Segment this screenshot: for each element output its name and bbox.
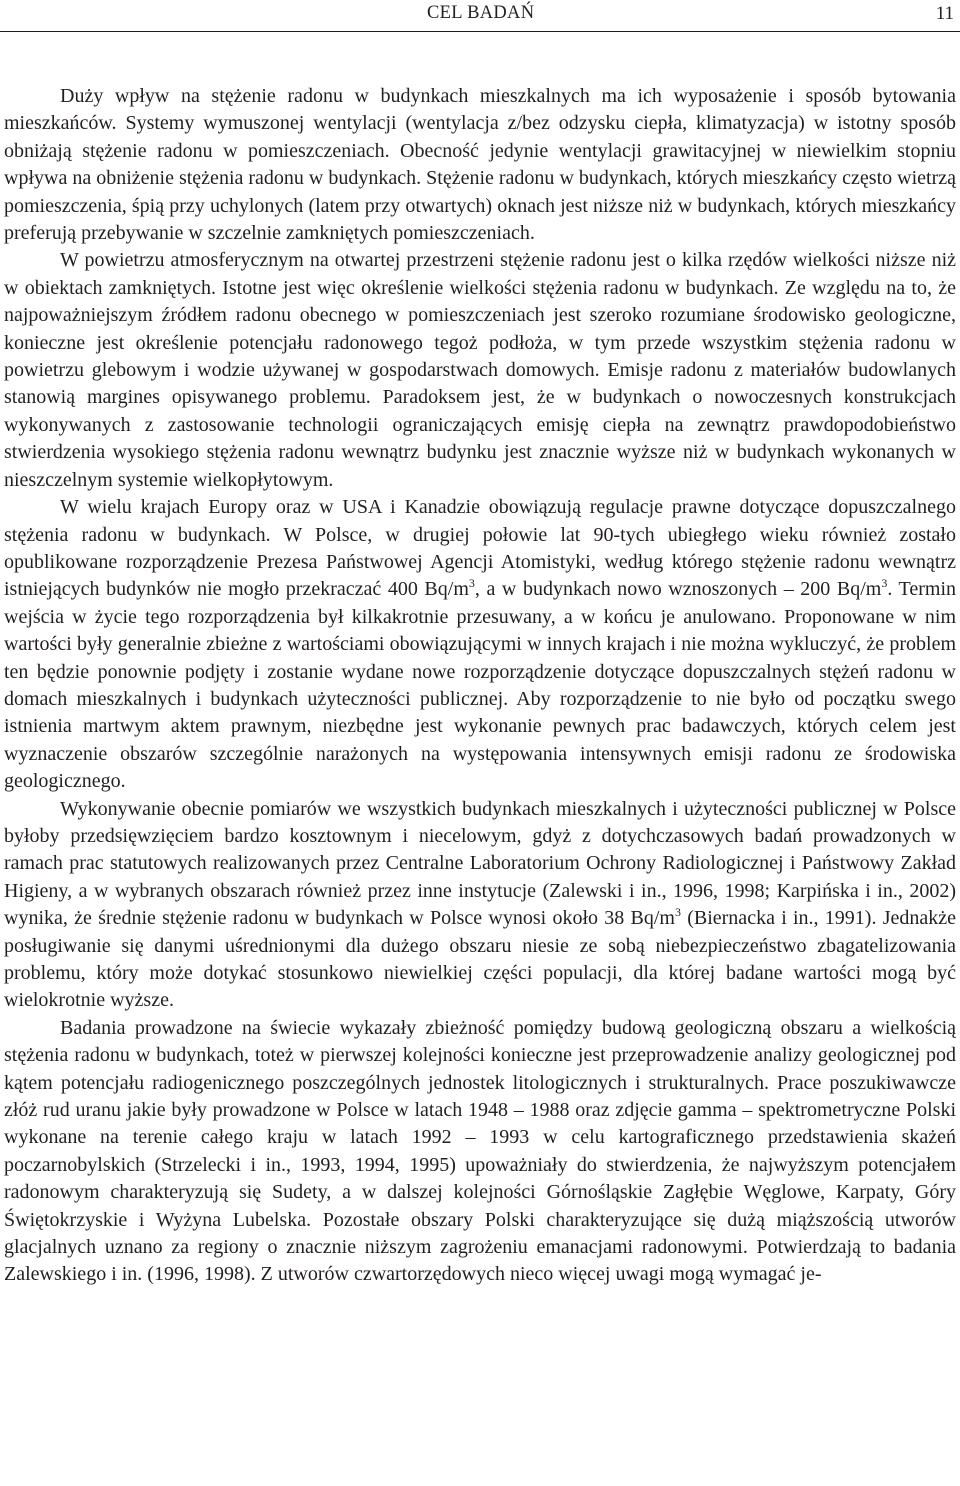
paragraph-text: Wykonywanie obecnie pomiarów we wszystkich budynkach mieszkalnych i użyteczności publicznej w Polsce byłoby przedsięwzięciem bardzo kosztownym i niecelowym, gdyż z dotychczasowych badań prowadzonych w ramach prac statutowych realizowanych przez Centralne Laboratorium Ochrony Radiologicznej i Państwowy Zakład Higieny, a w wybranych obszarach również przez inne instytucje (Zalewski i in., 1996, 1998; Karpińska i in., 2002) wynika, że średnie stężenie radonu w budynkach w Polsce wynosi około 38 Bq/m [4,797,956,930]
superscript: 3 [881,575,888,590]
paragraph-text: W wielu krajach Europy oraz w USA i Kanadzie obowiązują regulacje prawne dotyczące dopuszczalnego stężenia radonu w budynkach. W Polsce, w drugiej połowie lat 90-tych ubiegłego wieku również zostało opublikowane rozporządzenie Prezesa Państwowej Agencji Atomistyki, według którego stężenie radonu wewnątrz istniejących budynków nie mogło przekraczać 400 Bq/m [4,496,956,601]
running-header [0,0,960,33]
page-number: 11 [935,3,954,24]
paragraph [4,796,956,1015]
superscript: 3 [468,575,475,590]
paragraph-text: , a w budynkach nowo wznoszonych – 200 Bq/m [474,578,882,601]
paragraph [4,247,956,494]
paragraph-text: Badania prowadzone na świecie wykazały zbieżność pomiędzy budową geologiczną obszaru a wielkością stężenia radonu w budynkach, toteż w pierwszej kolejności konieczne jest przeprowadzenie analizy geologicznej pod kątem potencjału radiogenicznego poszczególnych jednostek litologicznych i strukturalnych. Prace poszukiwawcze złóż rud uranu jakie były prowadzone w Polsce w latach 1948 – 1988 oraz zdjęcie gamma – spektrometryczne Polski wykonane na terenie całego kraju w latach 1992 – 1993 w celu kartograficznego przedstawienia skażeń poczarnobylskich (Strzelecki i in., 1993, 1994, 1995) upoważniały do stwierdzenia, że najwyższym potencjałem radonowym charakteryzują się Sudety, a w dalszej kolejności Górnośląskie Zagłębie Węglowe, Karpaty, Góry Świętokrzyskie i Wyżyna Lubelska. Pozostałe obszary Polski charakteryzujące się dużą miąższością utworów glacjalnych uznano za regiony o znacznie niższym zagrożeniu emanacjami radonowymi. Potwierdzają to badania Zalewskiego i in. (1996, 1998). Z utworów czwartorzędowych nieco więcej uwagi mogą wymagać je- [4,1016,956,1286]
paragraph-text: W powietrzu atmosferycznym na otwartej przestrzeni stężenie radonu jest o kilka rzędów wielkości niższe niż w obiektach zamkniętych. Istotne jest więc określenie wielkości stężenia radonu w budynkach. Ze względu na to, że najpoważniejszym źródłem radonu obecnego w pomieszczeniach jest szeroko rozumiane środowisko geologiczne, konieczne jest określenie potencjału radonowego tegoż podłoża, w tym przede wszystkim stężenia radonu w powietrzu glebowym i wodzie używanej w gospodarstwach domowych. Emisje radonu z materiałów budowlanych stanowią margines opisywanego problemu. Paradoksem jest, że w budynkach o nowoczesnych konstrukcjach wykonywanych z zastosowanie technologii ograniczających emisję ciepła na zewnątrz prawdopodobieństwo stwierdzenia wysokiego stężenia radonu wewnątrz budynku jest znacznie wyższe niż w budynkach wykonanych w nieszczelnym systemie wielkopłytowym. [4,249,956,491]
body-text [4,83,956,1289]
paragraph [4,83,956,247]
paragraph-text: . Termin wejścia w życie tego rozporządzenia był kilkakrotnie przesuwany, a w końcu je anulowano. Proponowane w nim wartości były generalnie zbieżne z wartościami obowiązującymi w innych krajach i nie można wykluczyć, że problem ten będzie ponownie podjęty i zostanie wydane nowe rozporządzenie dotyczące dopuszczalnych stężeń radonu w domach mieszkalnych i budynkach użyteczności publicznej. Aby rozporządzenie to nie było od początku swego istnienia martwym aktem prawnym, niezbędne jest wykonanie pewnych prac badawczych, których celem jest wyznaczenie obszarów szczególnie narażonych na występowania intensywnych emisji radonu ze środowiska geologicznego. [4,578,957,793]
paragraph-text: (Biernacka i in., 1991). Jednakże posługiwanie się danymi uśrednionymi dla dużego obszaru niesie ze sobą niebezpieczeństwo zbagatelizowania problemu, który może dotykać stosunkowo niewielkiej części populacji, dla której badane wartości mogą być wielokrotnie wyższe. [4,907,956,1012]
paragraph [4,1015,956,1289]
superscript: 3 [674,904,681,919]
header-rule [0,31,960,32]
paragraph [4,494,956,795]
paragraph-text: Duży wpływ na stężenie radonu w budynkach mieszkalnych ma ich wyposażenie i sposób bytowania mieszkańców. Systemy wymuszonej wentylacji (wentylacja z/bez odzysku ciepła, klimatyzacja) w istotny sposób obniżają stężenie radonu w pomieszczeniach. Obecność jedynie wentylacji grawitacyjnej w niewielkim stopniu wpływa na obniżenie stężenia radonu w budynkach. Stężenie radonu w budynkach, których mieszkańcy często wietrzą pomieszczenia, śpią przy uchylonych (latem przy otwartych) oknach jest niższe niż w budynkach, których mieszkańcy preferują przebywanie w szczelnie zamkniętych pomieszczeniach. [4,85,956,245]
chapter-title: CEL BADAŃ [427,3,535,23]
